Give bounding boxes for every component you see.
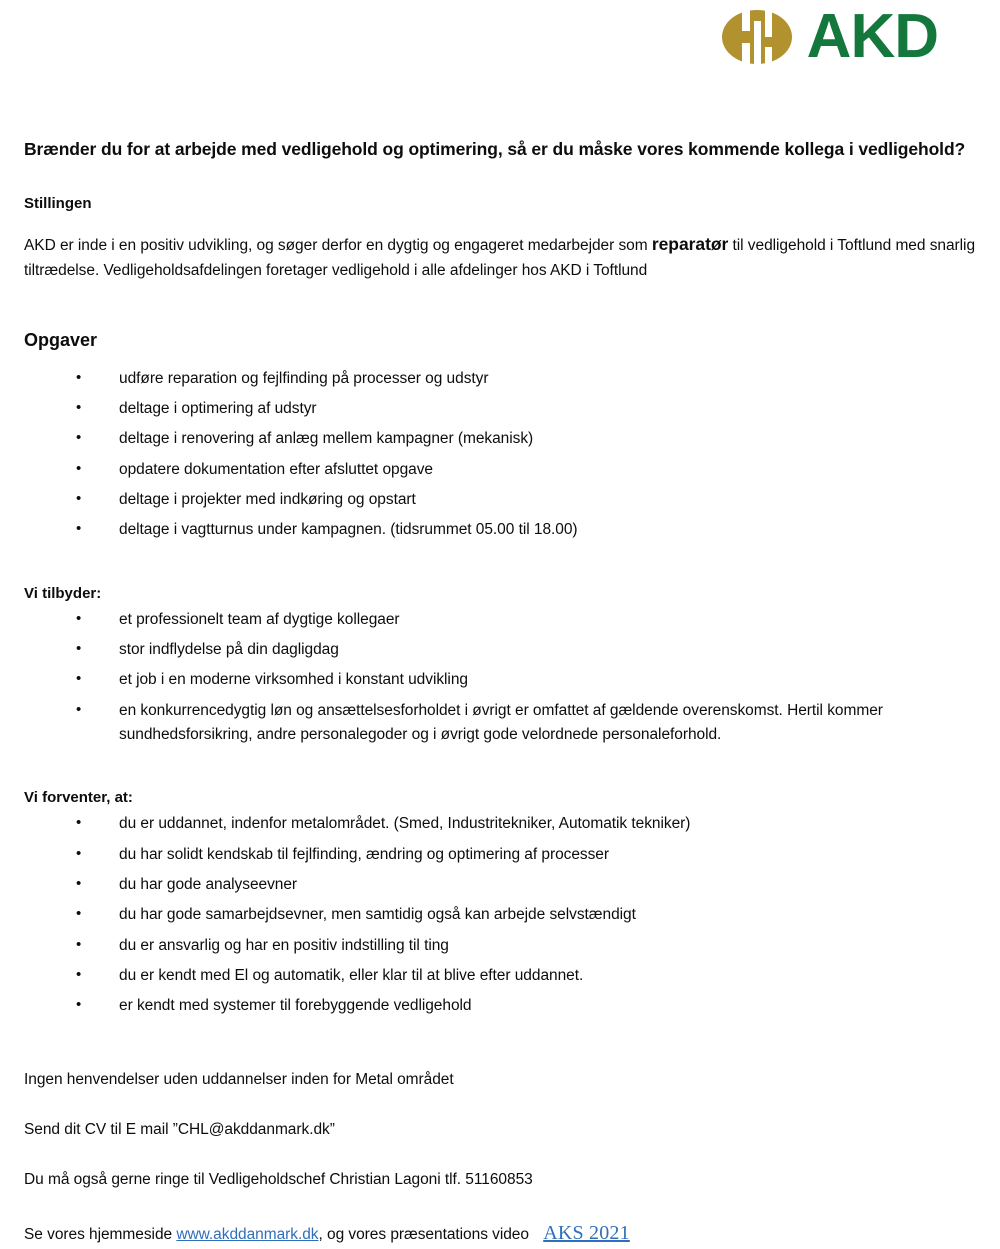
closing-phone-line: Du må også gerne ringe til Vedligeholdschef Christian Lagoni tlf. 51160853 (24, 1170, 533, 1188)
section-heading-vi-forventer: Vi forventer, at: (24, 789, 133, 807)
list-item: • du har gode samarbejdsevner, men samtidig også kan arbejde selvstændigt (24, 903, 976, 927)
stillingen-text-before: AKD er inde i en positiv udvikling, og søger derfor en dygtig og engageret medarbejder som (24, 237, 652, 255)
section-heading-opgaver: Opgaver (24, 329, 98, 350)
list-item: • deltage i vagtturnus under kampagnen. (tidsrummet 05.00 til 18.00) (24, 518, 976, 542)
logo-wordmark: AKD (806, 2, 938, 71)
website-middle-text: , og vores præsentations video (318, 1226, 534, 1243)
list-item: • udføre reparation og fejlfinding på processer og udstyr (24, 367, 976, 391)
stillingen-emphasis: reparatør (651, 234, 729, 255)
list-item: • stor indflydelse på din dagligdag (24, 638, 976, 662)
list-item: • deltage i projekter med indkøring og opstart (24, 488, 976, 512)
closing-cv-line: Send dit CV til E mail ”CHL@akddanmark.dk” (24, 1120, 335, 1138)
section-heading-stillingen: Stillingen (24, 195, 92, 213)
list-item: • deltage i renovering af anlæg mellem kampagner (mekanisk) (24, 427, 976, 451)
list-item: • du er uddannet, indenfor metalområdet. (Smed, Industritekniker, Automatik tekniker) (24, 812, 976, 836)
closing-note: Ingen henvendelser uden uddannelser inden for Metal området (24, 1070, 454, 1088)
section-heading-vi-tilbyder: Vi tilbyder: (24, 584, 102, 602)
list-item: • er kendt med systemer til forebyggende vedligehold (24, 994, 976, 1018)
list-item: • du har solidt kendskab til fejlfinding, ændring og optimering af processer (24, 843, 976, 867)
opgaver-list (24, 367, 976, 543)
list-item: • et job i en moderne virksomhed i konstant udvikling (24, 668, 976, 692)
vi-tilbyder-list (24, 608, 976, 748)
website-prefix-text: Se vores hjemmeside (24, 1226, 177, 1243)
list-item: • et professionelt team af dygtige kollegaer (24, 608, 976, 632)
list-item: • du har gode analyseevner (24, 873, 976, 897)
vi-forventer-list (24, 812, 976, 1018)
list-item: • du er ansvarlig og har en positiv indstilling til ting (24, 934, 976, 958)
website-link[interactable]: www.akddanmark.dk (176, 1226, 319, 1243)
list-item: • du er kendt med El og automatik, eller klar til at blive efter uddannet. (24, 964, 976, 988)
closing-links-line (24, 1217, 976, 1249)
stillingen-text-after: til vedligehold i Toftlund med snarlig tiltrædelse. Vedligeholdsafdelingen foretager vedligehold i alle afdelinger hos AKD i Toftlund (24, 237, 976, 280)
job-advert-document (24, 0, 976, 1249)
video-link[interactable]: AKS 2021 (543, 1222, 630, 1244)
list-item: • deltage i optimering af udstyr (24, 397, 976, 421)
closing-section (24, 1067, 976, 1249)
list-item: • opdatere dokumentation efter afsluttet opgave (24, 458, 976, 482)
list-item: • en konkurrencedygtig løn og ansættelsesforholdet i øvrigt er omfattet af gældende overenskomst. Hertil kommer sundhedsforsikring, andre personalegoder og i øvrigt gode velordnede personaleforhold. (24, 699, 976, 748)
stillingen-paragraph (24, 230, 976, 283)
page-title: Brænder du for at arbejde med vedligehold og optimering, så er du måske vores kommende kollega i vedligehold? (24, 139, 966, 159)
